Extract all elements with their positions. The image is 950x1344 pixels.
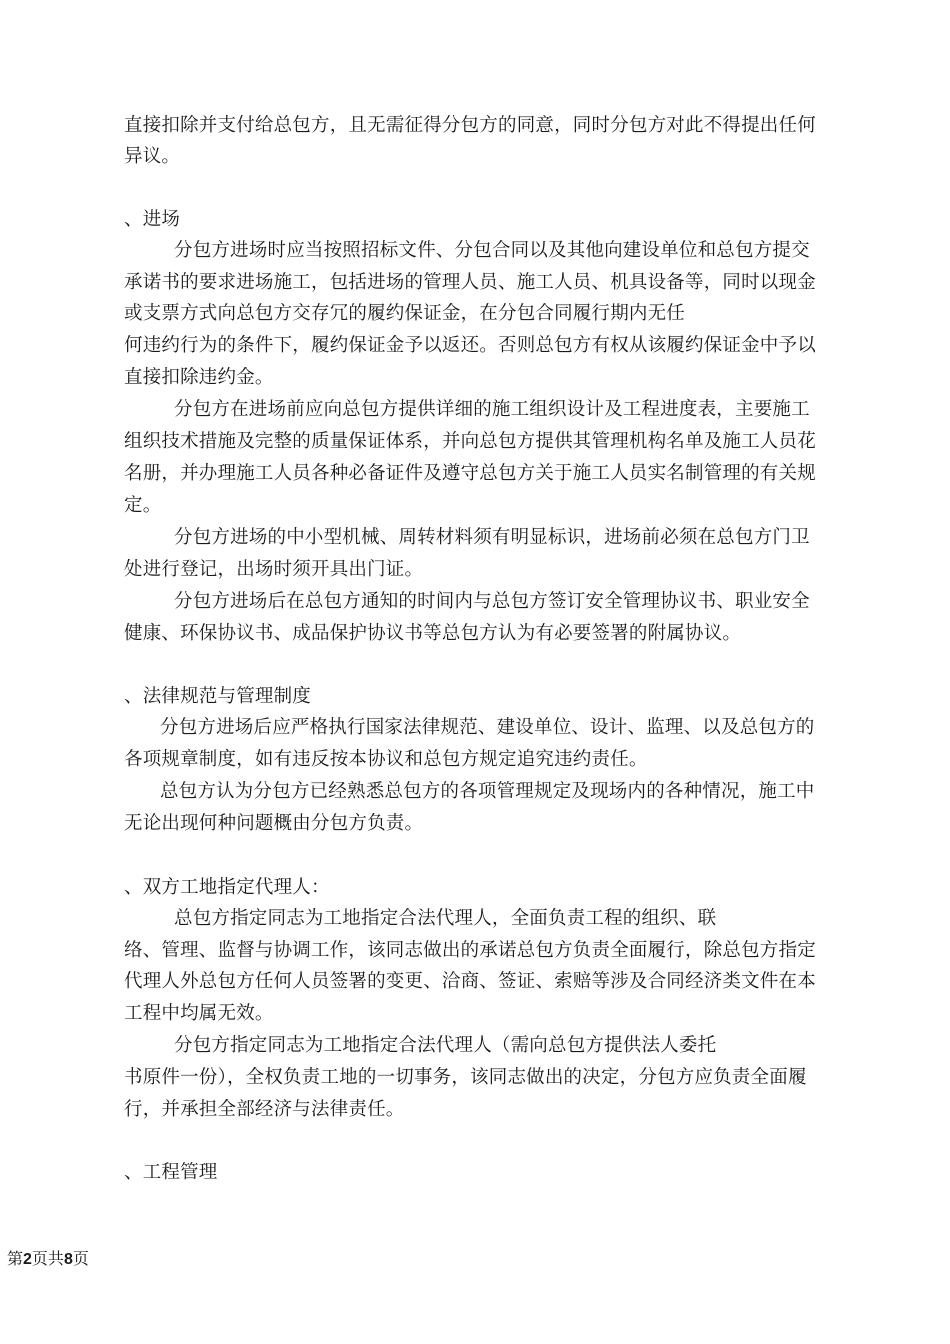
page-footer xyxy=(7,1250,89,1270)
footer-total-pages: 8 xyxy=(63,1251,73,1268)
paragraph-line: 总包方指定同志为工地指定合法代理人，全面负责工程的组织、联 xyxy=(174,908,717,929)
paragraph-line: 分包方进场后应严格执行国家法律规范、建设单位、设计、监理、以及总包方的 xyxy=(160,717,815,738)
paragraph-line: 行，并承担全部经济与法律责任。 xyxy=(124,1099,405,1120)
paragraph-line: 代理人外总包方任何人员签署的变更、洽商、签证、索赔等涉及合同经济类文件在本 xyxy=(124,971,816,992)
footer-suffix: 页 xyxy=(72,1251,89,1268)
paragraph-line: 分包方进场时应当按照招标文件、分包合同以及其他向建设单位和总包方提交 xyxy=(174,240,810,261)
section-heading-law: 、法律规范与管理制度 xyxy=(124,686,312,707)
paragraph-line: 络、管理、监督与协调工作，该同志做出的承诺总包方负责全面履行，除总包方指定 xyxy=(124,940,816,961)
paragraph-line: 分包方进场的中小型机械、周转材料须有明显标识，进场前必须在总包方门卫 xyxy=(174,527,810,548)
paragraph-line: 健康、环保协议书、成品保护协议书等总包方认为有必要签署的附属协议。 xyxy=(124,623,742,644)
paragraph-line: 分包方进场后在总包方通知的时间内与总包方签订安全管理协议书、职业安全 xyxy=(174,591,810,612)
footer-page-number: 2 xyxy=(23,1251,32,1268)
paragraph-line: 或支票方式向总包方交存冗的履约保证金，在分包合同履行期内无任 xyxy=(124,303,686,324)
paragraph-line: 名册，并办理施工人员各种必备证件及遵守总包方关于施工人员实名制管理的有关规 xyxy=(124,463,816,484)
section-heading-management: 、工程管理 xyxy=(124,1162,218,1183)
footer-prefix: 第 xyxy=(7,1251,24,1268)
paragraph-line: 直接扣除并支付给总包方，且无需征得分包方的同意，同时分包方对此不得提出任何 xyxy=(124,115,816,136)
paragraph-line: 分包方指定同志为工地指定合法代理人（需向总包方提供法人委托 xyxy=(174,1035,717,1056)
paragraph-line: 分包方在进场前应向总包方提供详细的施工组织设计及工程进度表，主要施工 xyxy=(174,399,810,420)
paragraph-line: 各项规章制度，如有违反按本协议和总包方规定追究违约责任。 xyxy=(124,749,648,770)
paragraph-line: 何违约行为的条件下，履约保证金予以返还。否则总包方有权从该履约保证金中予以 xyxy=(124,335,816,356)
paragraph-line: 异议。 xyxy=(124,146,181,167)
paragraph-line: 定。 xyxy=(124,495,162,516)
paragraph-line: 组织技术措施及完整的质量保证体系，并向总包方提供其管理机构名单及施工人员花 xyxy=(124,431,816,452)
paragraph-line: 书原件一份），全权负责工地的一切事务，该同志做出的决定，分包方应负责全面履 xyxy=(124,1067,807,1088)
paragraph-line: 总包方认为分包方已经熟悉总包方的各项管理规定及现场内的各种情况，施工中 xyxy=(160,781,815,802)
paragraph-line: 直接扣除违约金。 xyxy=(124,367,274,388)
section-heading-entry: 、进场 xyxy=(124,209,181,230)
paragraph-line: 承诺书的要求进场施工，包括进场的管理人员、施工人员、机具设备等，同时以现金 xyxy=(124,272,816,293)
paragraph-line: 处进行登记，出场时须开具出门证。 xyxy=(124,559,424,580)
paragraph-line: 无论出现何种问题概由分包方负责。 xyxy=(124,813,424,834)
footer-middle: 页共 xyxy=(31,1251,64,1268)
paragraph-line: 工程中均属无效。 xyxy=(124,1003,274,1024)
section-heading-agents: 、双方工地指定代理人： xyxy=(124,877,330,898)
